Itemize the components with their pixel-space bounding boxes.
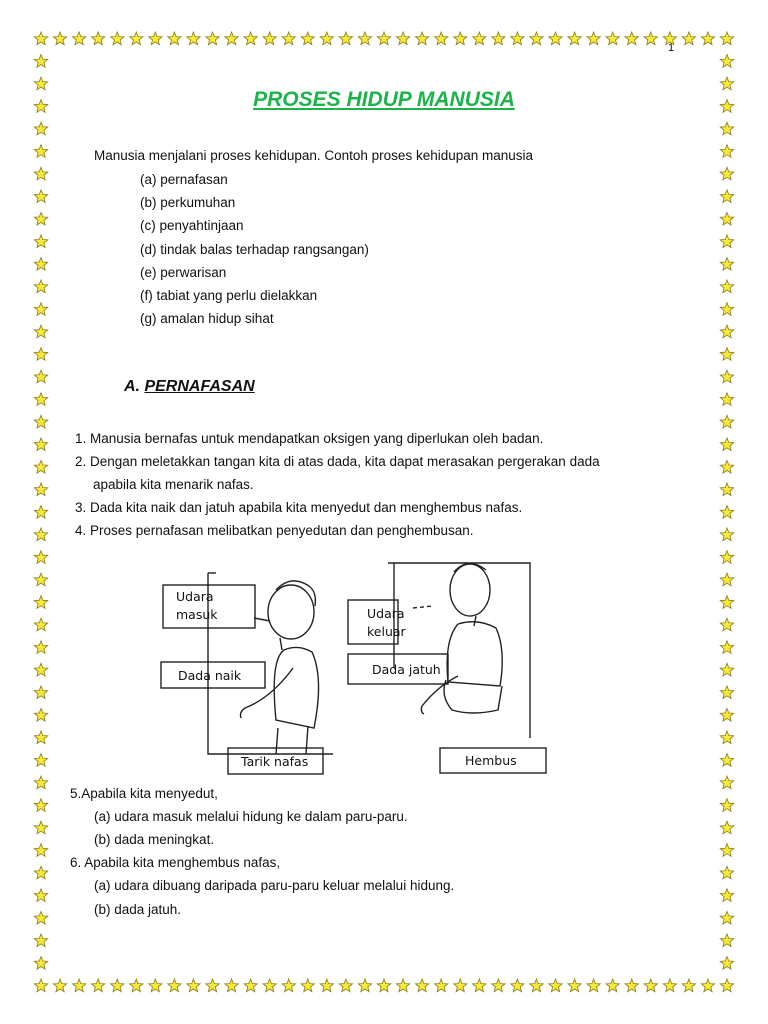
border-star <box>34 325 47 338</box>
border-star <box>720 122 733 135</box>
border-star <box>282 32 295 45</box>
breathing-figure <box>158 558 558 780</box>
border-star <box>720 393 733 406</box>
border-star <box>454 979 467 992</box>
border-star <box>720 280 733 293</box>
inhale-air-label-line2: masuk <box>176 607 218 622</box>
border-star <box>34 483 47 496</box>
border-star <box>720 506 733 519</box>
border-star <box>720 618 733 631</box>
border-star <box>34 934 47 947</box>
border-star <box>225 979 238 992</box>
border-star <box>34 415 47 428</box>
border-star <box>34 799 47 812</box>
border-star <box>34 438 47 451</box>
border-star <box>130 979 143 992</box>
border-star <box>720 776 733 789</box>
border-star <box>682 979 695 992</box>
intro-text: Manusia menjalani proses kehidupan. Contoh proses kehidupan manusia <box>94 148 534 163</box>
border-star <box>720 348 733 361</box>
border-star <box>34 55 47 68</box>
exhale-point-b: (b) dada jatuh. <box>94 902 182 917</box>
border-star <box>34 235 47 248</box>
page-number: 1 <box>668 42 675 54</box>
point-2-continued: apabila kita menarik nafas. <box>93 477 254 492</box>
border-star <box>396 32 409 45</box>
border-star <box>435 979 448 992</box>
border-star <box>339 979 352 992</box>
border-star <box>720 212 733 225</box>
border-star <box>34 190 47 203</box>
exhale-point-a: (a) udara dibuang daripada paru-paru keluar melalui hidung. <box>94 878 455 893</box>
border-star <box>244 979 257 992</box>
border-star <box>492 32 505 45</box>
border-star <box>663 979 676 992</box>
border-star <box>34 979 47 992</box>
border-star <box>720 979 733 992</box>
border-star <box>92 979 105 992</box>
border-star <box>720 889 733 902</box>
border-star <box>73 979 86 992</box>
border-star <box>549 979 562 992</box>
border-star <box>34 303 47 316</box>
border-star <box>720 190 733 203</box>
border-star <box>73 32 86 45</box>
border-star <box>377 32 390 45</box>
border-star <box>720 731 733 744</box>
border-star <box>34 866 47 879</box>
border-star <box>34 573 47 586</box>
border-star <box>53 979 66 992</box>
border-star <box>34 957 47 970</box>
border-star <box>34 821 47 834</box>
border-star <box>34 641 47 654</box>
border-star <box>34 708 47 721</box>
border-star <box>720 460 733 473</box>
border-star <box>34 122 47 135</box>
exhale-heading: 6. Apabila kita menghembus nafas, <box>70 855 281 870</box>
border-star <box>168 979 181 992</box>
border-star <box>492 979 505 992</box>
border-star <box>34 167 47 180</box>
border-star <box>625 32 638 45</box>
border-star <box>34 145 47 158</box>
border-star <box>720 686 733 699</box>
border-star <box>625 979 638 992</box>
border-star <box>34 731 47 744</box>
border-star <box>34 551 47 564</box>
border-star <box>244 32 257 45</box>
border-star <box>34 618 47 631</box>
border-star <box>301 979 314 992</box>
border-star <box>130 32 143 45</box>
border-star <box>720 708 733 721</box>
border-star <box>644 979 657 992</box>
border-star <box>720 821 733 834</box>
inhale-air-label-line1: Udara <box>176 589 214 604</box>
border-star <box>34 370 47 383</box>
border-star <box>473 32 486 45</box>
chest-down-label: Dada jatuh <box>372 662 441 677</box>
border-star <box>720 799 733 812</box>
border-star <box>149 32 162 45</box>
border-star <box>263 32 276 45</box>
border-star <box>720 325 733 338</box>
border-star <box>720 911 733 924</box>
border-star <box>720 258 733 271</box>
border-star <box>34 911 47 924</box>
border-star <box>111 32 124 45</box>
border-star <box>187 979 200 992</box>
border-star <box>263 979 276 992</box>
inhale-point-b: (b) dada meningkat. <box>94 832 215 847</box>
border-star <box>720 483 733 496</box>
border-star <box>149 979 162 992</box>
border-star <box>34 32 47 45</box>
border-star <box>416 32 429 45</box>
list-item: (b) perkumuhan <box>140 195 236 211</box>
border-star <box>301 32 314 45</box>
point-4: 4. Proses pernafasan melibatkan penyedutan dan penghembusan. <box>75 523 474 538</box>
border-star <box>187 32 200 45</box>
border-star <box>720 438 733 451</box>
border-star <box>720 844 733 857</box>
border-star <box>720 957 733 970</box>
border-star <box>34 596 47 609</box>
border-star <box>720 145 733 158</box>
border-star <box>225 32 238 45</box>
border-star <box>701 979 714 992</box>
process-list <box>140 171 369 333</box>
section-name: PERNAFASAN <box>144 378 255 395</box>
border-star <box>720 596 733 609</box>
border-star <box>511 32 524 45</box>
border-star <box>339 32 352 45</box>
exhale-caption: Hembus <box>465 753 517 768</box>
border-star <box>511 979 524 992</box>
border-star <box>34 258 47 271</box>
list-item: (d) tindak balas terhadap rangsangan) <box>140 241 369 257</box>
border-star <box>720 235 733 248</box>
section-heading <box>124 378 255 396</box>
border-star <box>720 55 733 68</box>
border-star <box>720 32 733 45</box>
border-star <box>720 934 733 947</box>
border-star <box>720 573 733 586</box>
border-star <box>473 979 486 992</box>
list-item: (g) amalan hidup sihat <box>140 311 274 327</box>
border-star <box>644 32 657 45</box>
border-star <box>416 979 429 992</box>
inhale-heading: 5.Apabila kita menyedut, <box>70 786 218 801</box>
border-star <box>720 303 733 316</box>
border-star <box>720 754 733 767</box>
border-star <box>435 32 448 45</box>
border-star <box>701 32 714 45</box>
border-star <box>606 979 619 992</box>
border-star <box>396 979 409 992</box>
border-star <box>168 32 181 45</box>
border-star <box>720 551 733 564</box>
section-letter: A. <box>124 378 140 395</box>
border-star <box>377 979 390 992</box>
border-star <box>206 32 219 45</box>
border-star <box>568 32 581 45</box>
border-star <box>92 32 105 45</box>
border-star <box>549 32 562 45</box>
border-star <box>34 460 47 473</box>
border-star <box>111 979 124 992</box>
border-star <box>34 754 47 767</box>
chest-up-label: Dada naik <box>178 668 242 683</box>
border-star <box>720 866 733 879</box>
point-2: 2. Dengan meletakkan tangan kita di atas dada, kita dapat merasakan pergerakan dada <box>75 454 600 469</box>
border-star <box>206 979 219 992</box>
list-item: (a) pernafasan <box>140 172 228 187</box>
point-3: 3. Dada kita naik dan jatuh apabila kita menyedut dan menghembus nafas. <box>75 500 523 515</box>
border-star <box>530 32 543 45</box>
border-star <box>34 776 47 789</box>
point-1: 1. Manusia bernafas untuk mendapatkan oksigen yang diperlukan oleh badan. <box>75 431 544 446</box>
border-star <box>720 415 733 428</box>
border-star <box>530 979 543 992</box>
exhale-air-label-line1: Udara <box>367 606 405 621</box>
border-star <box>320 32 333 45</box>
border-star <box>720 641 733 654</box>
page-title: PROSES HIDUP MANUSIA <box>253 88 515 111</box>
border-star <box>34 393 47 406</box>
border-star <box>282 979 295 992</box>
border-star <box>606 32 619 45</box>
exhale-air-label-line2: keluar <box>367 624 406 639</box>
inhale-caption: Tarik nafas <box>241 754 309 769</box>
inhale-point-a: (a) udara masuk melalui hidung ke dalam paru-paru. <box>94 809 408 824</box>
border-star <box>587 979 600 992</box>
border-star <box>454 32 467 45</box>
border-star <box>568 979 581 992</box>
border-star <box>720 528 733 541</box>
list-item: (c) penyahtinjaan <box>140 218 244 234</box>
border-star <box>320 979 333 992</box>
border-star <box>358 32 371 45</box>
border-star <box>587 32 600 45</box>
border-star <box>34 506 47 519</box>
list-item: (f) tabiat yang perlu dielakkan <box>140 287 318 303</box>
border-star <box>34 528 47 541</box>
border-star <box>34 686 47 699</box>
border-star <box>34 889 47 902</box>
border-star <box>53 32 66 45</box>
border-star <box>720 663 733 676</box>
border-star <box>358 979 371 992</box>
border-star <box>682 32 695 45</box>
list-item: (e) perwarisan <box>140 264 227 280</box>
border-star <box>34 280 47 293</box>
border-star <box>34 663 47 676</box>
border-star <box>34 348 47 361</box>
border-star <box>720 167 733 180</box>
border-star <box>34 212 47 225</box>
border-star <box>34 844 47 857</box>
border-star <box>720 370 733 383</box>
